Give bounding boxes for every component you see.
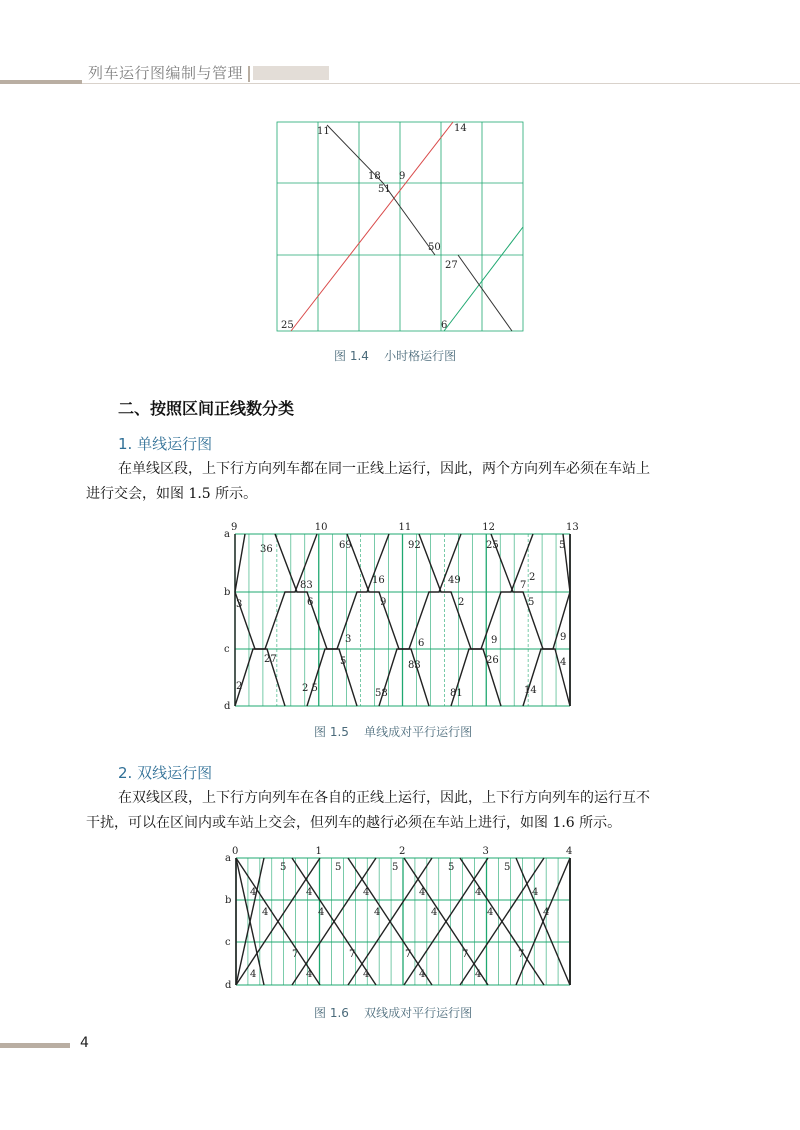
train-number-label: 4	[475, 969, 482, 980]
fig14-label-18: 18	[368, 171, 381, 182]
train-number-label: 4	[487, 907, 494, 918]
train-number-label: 2	[236, 681, 243, 692]
train-line	[419, 534, 501, 706]
figure-1-5-caption: 图 1.5 单线成对平行运行图	[314, 725, 473, 739]
train-number-label: 4	[532, 887, 539, 898]
figure-1-6-caption: 图 1.6 双线成对平行运行图	[314, 1006, 473, 1020]
train-number-label: 26	[486, 655, 499, 666]
train-number-label: 9	[491, 635, 498, 646]
running-header-title: 列车运行图编制与管理	[88, 64, 244, 82]
train-number-label: 7	[518, 949, 525, 960]
footer-accent-bar	[0, 1043, 70, 1048]
station-label: d	[224, 701, 231, 712]
train-number-label: 49	[448, 575, 461, 586]
fig14-label-11: 11	[317, 126, 330, 137]
train-line	[379, 534, 461, 706]
train-number-label: 4	[419, 969, 426, 980]
paragraph-line: 在双线区段，上下行方向列车在各自的正线上运行，因此，上下行方向列车的运行互不	[118, 790, 650, 806]
hour-label: 2	[399, 846, 406, 857]
train-number-label: 25	[486, 540, 499, 551]
station-label: b	[224, 587, 231, 598]
train-number-label: 4	[262, 907, 269, 918]
train-line	[563, 534, 570, 706]
fig14-label-27: 27	[445, 260, 458, 271]
hour-label: 11	[398, 522, 412, 533]
station-label: b	[225, 895, 232, 906]
train-number-label: 5	[528, 597, 535, 608]
figure-1-5-single-line-diagram	[220, 515, 585, 715]
subsection-heading-double-line: 2. 双线运行图	[118, 764, 213, 782]
paragraph-line: 进行交会，如图 1.5 所示。	[86, 486, 258, 502]
train-number-label: 36	[260, 544, 273, 555]
hour-label: 13	[566, 522, 579, 533]
train-number-label: 4	[475, 887, 482, 898]
train-number-label: 4	[363, 969, 370, 980]
train-number-label: 3	[345, 634, 352, 645]
fig14-label-6: 6	[441, 320, 448, 331]
train-number-label: 4	[250, 887, 257, 898]
train-number-label: 69	[339, 540, 352, 551]
figure-1-4-caption: 图 1.4 小时格运行图	[334, 349, 457, 363]
train-number-label: 7	[520, 580, 527, 591]
train-number-label: 14	[524, 685, 537, 696]
train-number-label: 9	[560, 632, 567, 643]
hour-label: 10	[314, 522, 328, 533]
train-number-label: 7	[349, 949, 356, 960]
train-number-label: 5	[280, 862, 287, 873]
train-number-label: 9	[380, 597, 387, 608]
header-rule	[82, 83, 800, 84]
train-number-label: 4	[543, 907, 550, 918]
hour-label: 1	[315, 846, 322, 857]
train-number-label: 83	[408, 660, 421, 671]
train-line	[275, 534, 357, 706]
train-number-label: 92	[408, 540, 421, 551]
station-label: a	[224, 529, 230, 540]
train-number-label: 58	[375, 688, 388, 699]
train-number-label: 5	[559, 540, 566, 551]
train-number-label: 4	[431, 907, 438, 918]
train-number-label: 7	[292, 949, 299, 960]
train-number-label: 4	[374, 907, 381, 918]
section-heading: 二、按照区间正线数分类	[118, 399, 295, 418]
train-number-label: 27	[264, 654, 277, 665]
fig14-label-9: 9	[399, 171, 406, 182]
hour-label: 12	[482, 522, 495, 533]
fig14-label-51: 51	[378, 184, 391, 195]
train-number-label: 2	[529, 572, 536, 583]
fig14-label-14: 14	[454, 123, 467, 134]
figure-1-4-hourly-diagram	[270, 115, 532, 337]
train-number-label: 5	[335, 862, 342, 873]
train-number-label: 81	[450, 688, 463, 699]
train-number-label: 4	[419, 887, 426, 898]
paragraph-single-line	[86, 457, 720, 507]
paragraph-line: 干扰，可以在区间内或车站上交会，但列车的越行必须在车站上进行，如图 1.6 所示。	[86, 815, 622, 831]
train-number-label: 2 5	[302, 683, 318, 694]
train-number-label: 5	[504, 862, 511, 873]
figure-1-6-double-line-diagram	[222, 845, 582, 993]
train-number-label: 83	[300, 580, 313, 591]
train-number-label: 6	[307, 597, 314, 608]
hour-label: 4	[566, 846, 573, 857]
subsection-heading-single-line: 1. 单线运行图	[118, 435, 213, 453]
header-shade-box	[253, 66, 329, 80]
paragraph-line: 在单线区段，上下行方向列车都在同一正线上运行，因此，两个方向列车必须在车站上	[118, 461, 650, 477]
train-number-label: 4	[560, 657, 567, 668]
station-label: c	[224, 644, 230, 655]
paragraph-double-line	[86, 786, 720, 836]
train-number-label: 4	[306, 887, 313, 898]
hour-label: 0	[232, 846, 239, 857]
fig14-label-25: 25	[281, 320, 294, 331]
train-number-label: 5	[448, 862, 455, 873]
train-number-label: 16	[372, 575, 385, 586]
train-line	[451, 534, 536, 706]
fig14-label-50: 50	[428, 242, 441, 253]
hour-label: 3	[482, 846, 489, 857]
train-number-label: 4	[363, 887, 370, 898]
train-number-label: 5	[340, 656, 347, 667]
train-number-label: 3	[236, 599, 243, 610]
train-number-label: 6	[418, 638, 425, 649]
train-number-label: 7	[462, 949, 469, 960]
train-number-label: 4	[250, 969, 257, 980]
header-divider	[248, 66, 250, 82]
train-number-label: 2	[458, 597, 465, 608]
train-number-label: 4	[318, 907, 325, 918]
train-number-label: 4	[306, 969, 313, 980]
hour-label: 9	[231, 522, 238, 533]
train-number-label: 7	[405, 949, 412, 960]
station-label: c	[225, 937, 231, 948]
station-label: d	[225, 980, 232, 991]
header-accent-bar	[0, 80, 82, 84]
station-label: a	[225, 853, 231, 864]
train-number-label: 5	[392, 862, 399, 873]
page-number: 4	[80, 1035, 89, 1051]
